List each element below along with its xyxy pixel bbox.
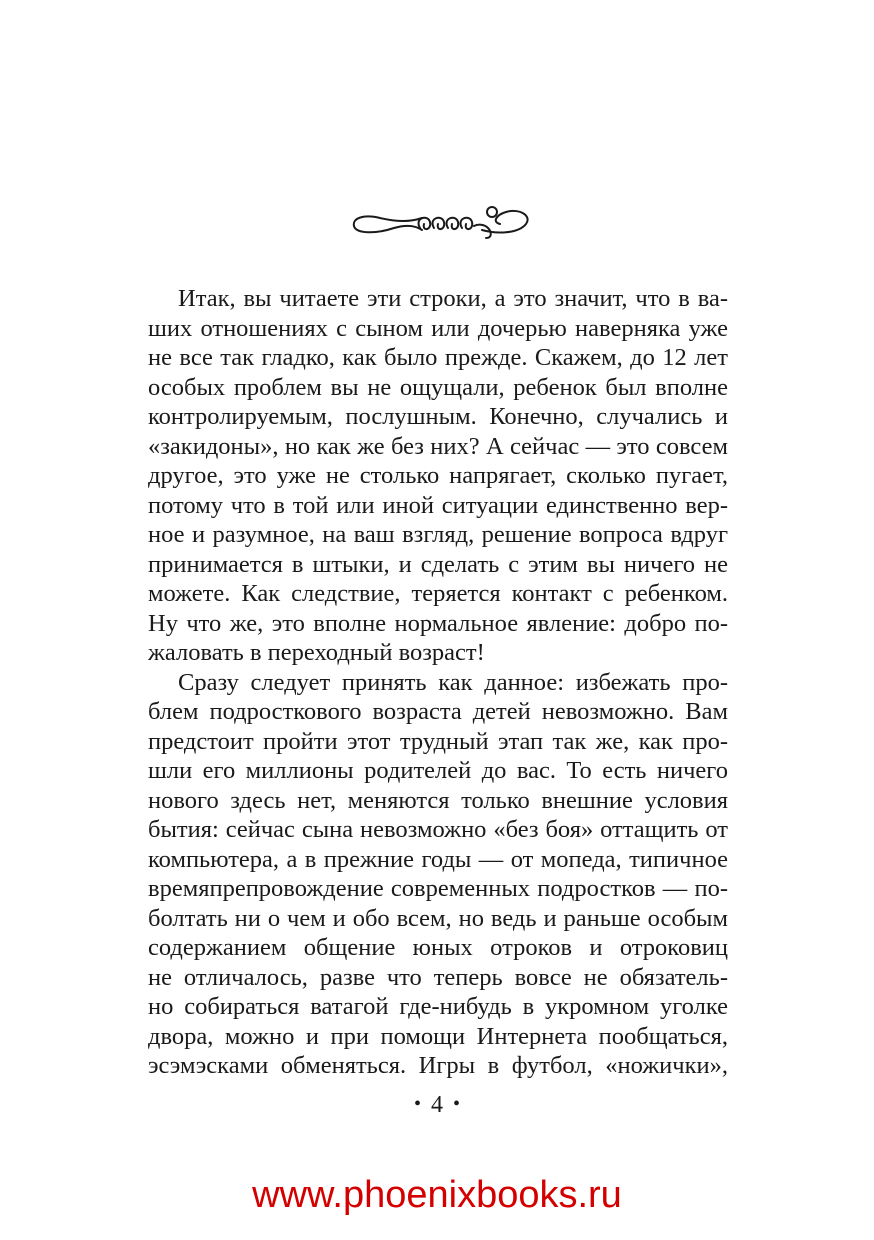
text-line: содержанием общение юных отроков и отроковиц [148,934,728,961]
text-line: компьютера, а в прежние годы — от мопеда, типичное [148,845,728,873]
text-line: Итак, вы читаете эти строки, а это значит, что в ва- [178,285,728,312]
text-line: особых проблем вы не ощущали, ребенок был вполне [148,373,728,401]
text-line: Ну что же, это вполне нормальное явление: добро по- [148,609,728,637]
text-line: эсэмэсками обменяться. Игры в футбол, «ножички», [148,1052,728,1079]
text-line: другое, это уже не столько напрягает, сколько пугает, [148,462,728,489]
text-line: бытия: сейчас сына невозможно «без боя» оттащить от [148,816,728,843]
body-text [148,284,728,1081]
page-number-dot-right: • [453,1093,461,1115]
text-line: ное и разумное, на ваш взгляд, решение вопроса вдруг [148,521,728,548]
text-line: нового здесь нет, меняются только внешние условия [148,786,728,814]
text-line: предстоит пройти этот трудный этап так же, как про- [148,727,728,755]
text-line: «закидоны», но как же без них? А сейчас — это совсем [148,432,728,460]
text-line: но собираться ватагой где-нибудь в укромном уголке [148,993,728,1020]
text-line: потому что в той или иной ситуации единственно вер- [148,491,728,519]
text-line: ших отношениях с сыном или дочерью наверняка уже [148,314,728,342]
flourish-ornament-icon [350,200,532,246]
text-line: не все так гладко, как было прежде. Скажем, до 12 лет [148,344,728,371]
text-line: жаловать в переходный возраст! [148,639,485,666]
text-line: времяпрепровождение современных подростков — по- [148,875,728,902]
page-number [0,1092,874,1119]
text-line: не отличалось, разве что теперь вовсе не обязатель- [148,963,728,991]
page-number-value: 4 [431,1092,443,1118]
watermark-link[interactable]: www.phoenixbooks.ru [252,1174,622,1216]
text-line: двора, можно и при помощи Интернета пообщаться, [148,1022,728,1050]
text-line: Сразу следует принять как данное: избежать про- [178,668,728,696]
page-number-dot-left: • [413,1093,421,1115]
text-line: болтать ни о чем и обо всем, но ведь и раньше особым [148,904,728,932]
text-line: шли его миллионы родителей до вас. То есть ничего [148,757,728,784]
text-line: контролируемым, послушным. Конечно, случались и [148,403,728,430]
text-line: принимается в штыки, и сделать с этим вы ничего не [148,550,728,578]
text-line: блем подросткового возраста детей невозможно. Вам [148,698,728,725]
text-line: можете. Как следствие, теряется контакт с ребенком. [148,580,728,607]
